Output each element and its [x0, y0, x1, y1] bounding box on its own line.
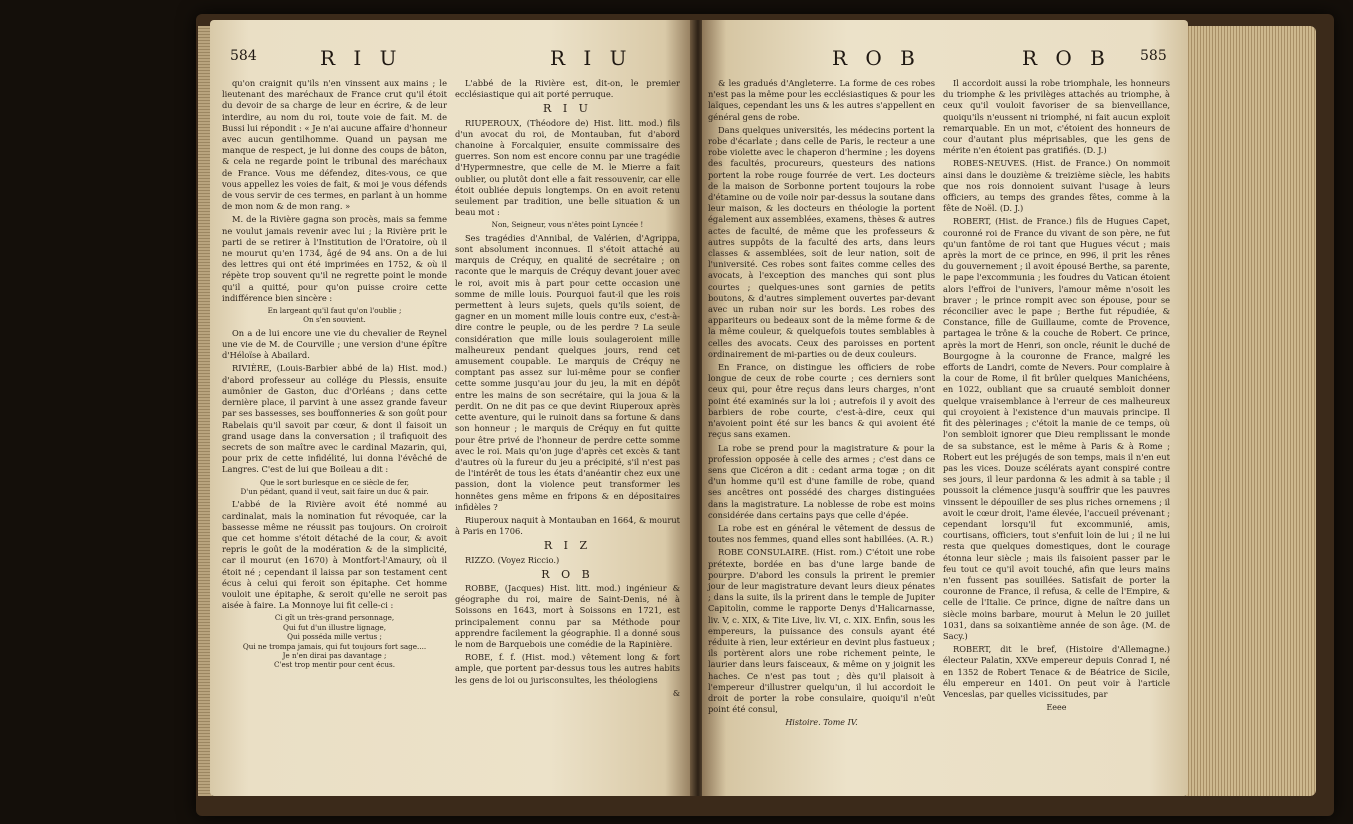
verse-line: C'est trop mentir pour cent écus.	[274, 660, 395, 670]
signature-mark: Eeee	[1046, 703, 1067, 713]
paragraph: En France, on distingue les officiers de robe longue de ceux de robe courte ; ces derniers sont ceux qui, pour être reçus dans leurs charges, n'ont point été examinés sur la loi ; autrefois il y avoit des barbiers de robe courte, c'est-à-dire, ceux qui n'avoient point été sur les bancs & qui avoient été reçus sans examen.	[708, 362, 935, 440]
text-column-1	[708, 78, 935, 729]
verse-line: En largeant qu'il faut qu'on l'oublie ;	[267, 306, 402, 316]
paragraph: RIVIÈRE, (Louis-Barbier abbé de la) Hist. mod.) d'abord professeur au collége du Plessis, ensuite aumônier de Gaston, duc d'Orléans ; dans cette dernière place, il parvint à une assez grande faveur par ses bassesses, ses bouffonneries & son goût pour Rabelais qu'il savoit par cœur, & dont il faisoit un grand usage dans la conversation ; il trafiquoit des secrets de son maître avec le cardinal Mazarin, qui, pour prix de cette infidélité, lui donna l'évêché de Langres. C'est de lui que Boileau a dit :	[222, 363, 447, 475]
catchword: &	[672, 688, 680, 698]
verse-line: Ci gît un très-grand personnage,	[274, 613, 395, 623]
text-column-2	[943, 78, 1170, 729]
verse-line: Qui ne trompa jamais, qui fut toujours fort sage....	[242, 641, 427, 651]
verse-line: Que le sort burlesque en ce siècle de fer,	[259, 477, 409, 487]
paragraph: Ses tragédies d'Annibal, de Valérien, d'Agrippa, sont absolument inconnues. Il s'étoit attaché au marquis de Créquy, en qualité de secrétaire ; on raconte que le marquis de Créquy devant jouer avec le roi, avoit mis à part pour cette occasion une somme de mille louis. Pourquoi faut-il que les rois permettent à leurs sujets, quels qu'ils soient, de gagner en un moment mille louis contre eux, c'est-à-dire contre le peuple, ou de les perdre ? La seule considération que mille louis soulageroient mille malheureux pendant quelques jours, rend cet amusement coupable. Le marquis de Créquy ne comptant pas assez sur lui-même pour se confier cette somme jusqu'au jour du jeu, la mit en dépôt entre les mains de son secrétaire, qui la joua & la perdit. On ne dit pas ce que devint Riuperoux après cette aventure, qui le ruinoit dans sa fortune & dans son honneur ; le marquis de Créquy en fut quitte pour être privé de l'honneur de perdre cette somme avec le roi. Mais qu'on juge d'après cet excès & tant d'autres où la fureur du jeu a précipité, s'il n'est pas de l'intérêt de tous les états d'anéantir chez eux une passion, dont la violence peut transformer les honnêtes gens même en fripons & en dépositaires infidèles ?	[455, 232, 680, 512]
paragraph: Dans quelques universités, les médecins portent la robe d'écarlate ; dans celle de Paris, le recteur a une robe violette avec le chaperon d'hermine ; les doyens des facultés, procureurs, questeurs des nations portent la robe rouge fourrée de vert. Les docteurs de la maison de Sorbonne portent toujours la robe d'étamine ou de voile noir par-dessus la soutane dans leur maison, & les docteurs en théologie la portent également aux assemblées, examens, thèses & autres actes de faculté, de même que les professeurs & autres suppôts de la faculté des arts, dans leurs classes & assemblées, soit de leur nation, soit de l'université. Ces robes sont faites comme celles des avocats, à l'exception des manches qui sont plus courtes ; quelques-unes sont garnies de petits boutons, & d'autres simplement ouvertes par-devant avec un ruban noir sur les bords. Les robes des appariteurs ou bedeaux sont de la même forme & de la même couleur, & quelquefois toutes semblables à celles des avocats. Ceux des paroisses en portent ordinairement de mi-parties ou de deux couleurs.	[708, 124, 935, 359]
running-head: R O B	[1022, 46, 1111, 70]
paragraph: L'abbé de la Rivière avoit été nommé au cardinalat, mais la nomination fut révoquée, car la bassesse même ne réussit pas toujours. On croiroit que cet homme s'étoit détaché de la cour, & avoit repris le goût de la modération & de la simplicité, car il mourut (en 1670) à Montfort-l'Amaury, où il étoit né ; cependant il laissa par son testament cent écus à celui qui feroit son épitaphe. Cet homme vouloit une épitaphe, & seroit qu'elle ne seroit pas aisée à faire. La Monnoye lui fit celle-ci :	[222, 499, 447, 611]
verse-line: Qui fut d'un illustre lignage,	[282, 622, 386, 632]
right-page	[702, 20, 1188, 796]
paragraph: ROBE, f. f. (Hist. mod.) vêtement long & fort ample, que portent par-dessus tous les autres habits les gens de loi ou jurisconsultes, les théologiens	[455, 652, 680, 685]
paragraph: ROBERT, dit le bref, (Histoire d'Allemagne.) électeur Palatin, XXVe empereur depuis Conrad I, né en 1352 de Robert Tenace & de Béatrice de Sicile, élu empereur en 1401. On peut voir à l'article Venceslas, par quelles vicissitudes, par	[943, 644, 1170, 699]
paragraph: Riuperoux naquit à Montauban en 1664, & mourut à Paris en 1706.	[455, 514, 680, 537]
verse-line: Qui posséda mille vertus ;	[287, 632, 382, 642]
verse-quote	[455, 220, 680, 229]
page-number: 585	[1140, 48, 1167, 64]
paragraph: La robe se prend pour la magistrature & pour la profession opposée à celle des armes ; c'est dans ce sens que Cicéron a dit : cedant arma togæ ; on dit d'un homme qu'il est d'une famille de robe, quand ses ancêtres ont possédé des charges distinguées dans la magistrature. La noblesse de robe est moins considérée dans certains pays que celle d'épée.	[708, 442, 935, 520]
verse-quote	[222, 306, 447, 325]
paragraph: RIUPEROUX, (Théodore de) Hist. litt. mod.) fils d'un avocat du roi, de Montauban, fut d'abord chanoine à Forcalquier, ensuite commissaire des guerres. Son nom est encore connu par une tragédie d'Hypermnestre, que celle de M. le Mierre a fait oublier, ou plutôt dont elle a fait ressouvenir, car elle étoit oubliée depuis longtemps. On en avoit retenu seulement par tradition, une belle situation & un beau mot :	[455, 117, 680, 218]
paragraph: & les gradués d'Angleterre. La forme de ces robes n'est pas la même pour les ecclésiastiques & pour les laïques, cependant les uns & les autres s'appellent en général gens de robe.	[708, 78, 935, 122]
paragraph: ROBERT, (Hist. de France.) fils de Hugues Capet, couronné roi de France du vivant de son père, ne fut qu'un fantôme de roi tant que Hugues vécut ; mais après la mort de ce prince, en 996, il prit les rênes du gouvernement ; il avoit épousé Berthe, sa parente, le pape l'excommunia ; les foudres du Vatican étoient alors l'effroi de l'univers, l'amour même n'osoit les braver ; le prince rompit avec son épouse, pour se réconcilier avec le pape ; Berthe fut répudiée, & Constance, fille de Guillaume, comte de Provence, partagea le trône & la couche de Robert. Ce prince, après la mort de Henri, son oncle, réunit le duché de Bourgogne à la couronne de France, malgré les efforts de Landri, comte de Nevers. Pour complaire à la cour de Rome, il fit brûler quelques Manichéens, en 1022, oubliant que sa cruauté sembloit donner quelque vraisemblance à l'erreur de ces malheureux qui croyoient à l'existence d'un mauvais principe. Il fit des pèlerinages ; c'étoit la manie de ce temps, où l'on sembloit ignorer que Dieu remplissant le monde de sa substance, est le même à Paris & à Rome ; Robert eut les préjugés de son temps, mais il n'en eut pas les vices. Douze scélérats ayant conspiré contre ses jours, il leur pardonna & les admit à sa table ; il poussoit la clémence jusqu'à souffrir que les pauvres vinssent le dépouiller de ses plus riches ornemens ; il avoit le cœur droit, l'ame élevée, l'accueil prévenant ; cependant lorsqu'il fut excommunié, amis, courtisans, officiers, tout s'enfuit loin de lui ; il ne lui resta que quelques domestiques, dont le courage étonna leur siècle ; mais ils faisoient passer par le feu tout ce qu'il avoit touché, afin que leurs mains n'en fussent pas souillées. Satisfait de porter la couronne de France, il refusa, & celle de l'Empire, & celle de l'Italie. Ce prince, digne de naître dans un siècle moins barbare, mourut à Melun le 20 juillet 1031, dans sa soixantième année de son âge. (M. de Sacy.)	[943, 216, 1170, 641]
section-heading: R I U	[543, 102, 592, 116]
section-heading: R I Z	[543, 539, 592, 553]
verse-line: Je n'en dirai pas davantage ;	[282, 650, 387, 660]
left-page	[210, 20, 694, 796]
paragraph: ROBE CONSULAIRE. (Hist. rom.) C'étoit une robe prétexte, bordée en bas d'une large bande de pourpre. D'abord les consuls la prirent le premier jour de leur magistrature devant leurs dieux pénates ; dans la suite, ils la prirent dans le temple de Jupiter Capitolin, comme le rapporte Denys d'Halicarnasse, liv. V, c. XIX, & Tite Live, liv. VI, c. XIX. Enfin, sous les empereurs, la puissance des consuls ayant été réduite à rien, leur extérieur en devint plus fastueux ; ils portèrent alors une robe richement peinte, le laurier dans leurs faisceaux, & même on y joignit les haches. Ce n'est pas tout ; dès qu'il plaisoit à l'empereur d'illustrer quelqu'un, il lui accordoit le droit de porter la robe consulaire, quoiqu'il n'eût point été consul,	[708, 547, 935, 715]
paragraph: M. de la Rivière gagna son procès, mais sa femme ne voulut jamais revenir avec lui ; la Rivière prit le parti de se retirer à l'Institution de l'Oratoire, où il ne mourut qu'en 1734, âgé de 94 ans. On a de lui des lettres qui ont été imprimées en 1752, & où il répète trop souvent qu'il ne regrette point le monde qu'il a quitté, pour qu'on puisse croire cette indifférence bien sincère :	[222, 214, 447, 303]
paragraph: La robe est en général le vêtement de dessus de toutes nos femmes, quand elles sont habillées. (A. R.)	[708, 522, 935, 545]
paragraph: On a de lui encore une vie du chevalier de Reynel une vie de M. de Courville ; une version d'une épître d'Héloïse à Abailard.	[222, 327, 447, 361]
verse-line: D'un pédant, quand il veut, sait faire un duc & pair.	[240, 486, 429, 496]
running-head: R I U	[320, 46, 403, 70]
page-number: 584	[230, 48, 257, 64]
paragraph: qu'on craignit qu'ils n'en vinssent aux mains ; le lieutenant des maréchaux de France crut qu'il étoit du devoir de sa charge de leur en écrire, & de leur interdire, au nom du roi, toute voie de fait. M. de Bussi lui répondit : « Je n'ai aucune affaire d'honneur avec aucun gentilhomme. Quand un paysan me manque de respect, je lui donne des coups de bâton, & cela ne regarde point le tribunal des maréchaux de France. Vous me défendez, dites-vous, ce que vous appellez les voies de fait, & moi je vous défends de vous servir de ces termes, en parlant à un homme de mon nom & de mon rang. »	[222, 78, 447, 212]
text-column-2	[455, 78, 680, 699]
paragraph: L'abbé de la Rivière est, dit-on, le premier ecclésiastique qui ait porté perruque.	[455, 78, 680, 100]
paragraph: ROBBE, (Jacques) Hist. litt. mod.) ingénieur & géographe du roi, maire de Saint-Denis, né à Soissons en 1643, mort à Soissons en 1721, est principalement connu par sa Méthode pour apprendre facilement la géographie. Il a donné sous le nom de Barquebois une comédie de la Rapinière.	[455, 582, 680, 649]
verse-quote	[222, 478, 447, 497]
running-head: R I U	[550, 46, 633, 70]
text-column-1	[222, 78, 447, 699]
running-head: R O B	[832, 46, 921, 70]
verse-line: Non, Seigneur, vous n'êtes point Lyncée !	[491, 220, 644, 230]
verse-line: On s'en souvient.	[303, 315, 366, 325]
section-heading: R O B	[541, 567, 594, 581]
right-page-edges	[1186, 26, 1316, 796]
paragraph: RIZZO. (Voyez Riccio.)	[465, 554, 560, 565]
verse-quote	[222, 613, 447, 669]
footer-title: Histoire. Tome IV.	[785, 718, 858, 728]
paragraph: Il accordoit aussi la robe triomphale, les honneurs du triomphe & les privilèges attachés au triomphe, à ceux qu'il vouloit favoriser de sa bienveillance, quoiqu'ils n'eussent ni triomphé, ni fait aucun exploit remarquable. En un mot, c'étoient des honneurs de cour d'autant plus méprisables, que les gens de mérite n'en étoient pas gratifiés. (D. J.)	[943, 78, 1170, 156]
paragraph: ROBES-NEUVES. (Hist. de France.) On nommoit ainsi dans le douzième & treizième siècle, les habits que nos rois donnoient suivant l'usage à leurs officiers, au temps des grandes fêtes, comme à la fête de Noël. (D. J.)	[943, 158, 1170, 214]
